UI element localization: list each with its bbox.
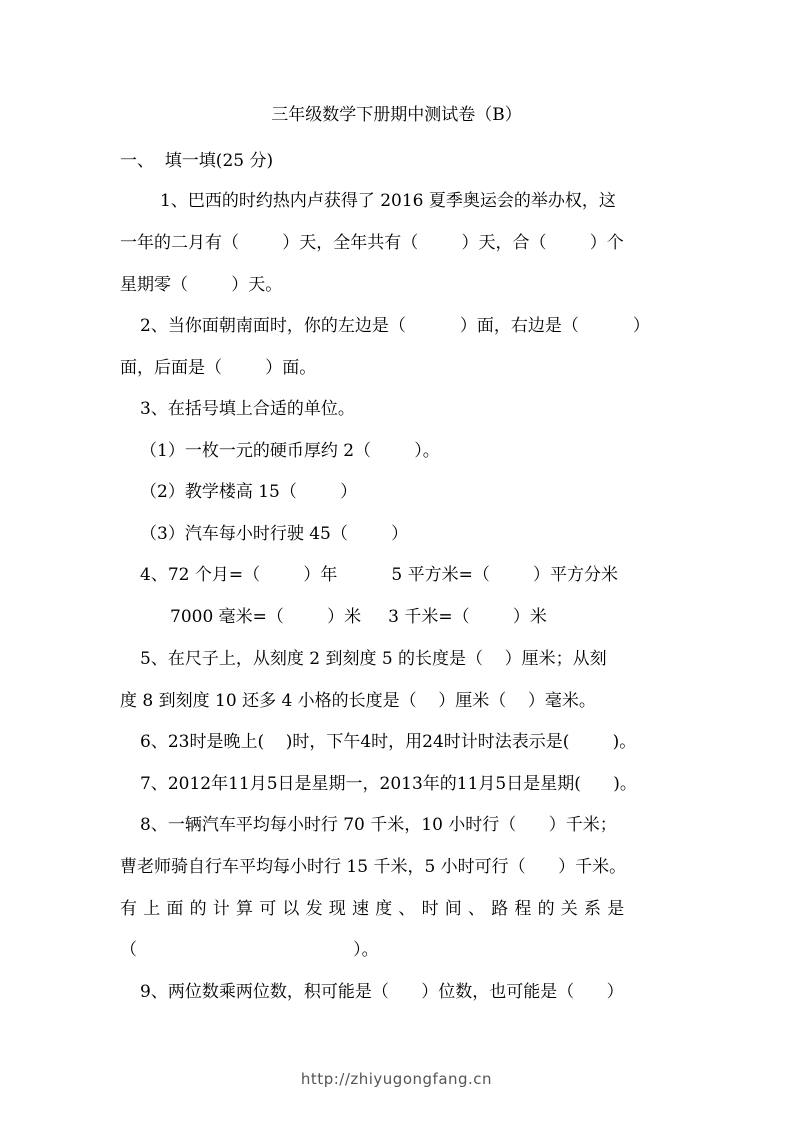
- question-3-heading: 3、在括号填上合适的单位。: [140, 399, 355, 419]
- question-8-line-1: 8、一辆汽车平均每小时行 70 千米，10 小时行（ ）千米；: [140, 815, 617, 835]
- question-1-line-2: 一年的二月有（ ）天，全年共有（ ）天，合（ ）个: [120, 233, 624, 253]
- question-5-line-1: 5、在尺子上，从刻度 2 到刻度 5 的长度是（ ）厘米；从刻: [140, 649, 607, 669]
- question-1-line-1: 1、巴西的时约热内卢获得了 2016 夏季奥运会的举办权，这: [160, 191, 616, 211]
- question-3-item-1: （1）一枚一元的硬币厚约 2（ ）。: [140, 441, 440, 461]
- question-5-line-2: 度 8 到刻度 10 还多 4 小格的长度是（ ）厘米（ ）毫米。: [120, 691, 596, 711]
- question-2-line-2: 面，后面是（ ）面。: [120, 358, 317, 378]
- question-8-line-3: 有上面的计算可以发现速度、时间、路程的关系是: [120, 899, 631, 919]
- question-3-item-3: （3）汽车每小时行驶 45（ ）: [140, 524, 409, 544]
- question-1-line-3: 星期零（ ）天。: [120, 275, 283, 295]
- question-6: 6、23时是晚上( )时，下午4时，用24时计时法表示是( )。: [140, 732, 637, 752]
- question-9: 9、两位数乘两位数，积可能是（ ）位数，也可能是（ ）: [140, 982, 624, 1002]
- question-8-answer-blank: （ ）。: [120, 940, 379, 960]
- question-3-item-2: （2）教学楼高 15（ ）: [140, 482, 358, 502]
- footer-url: http://zhiyugongfang.cn: [300, 1070, 493, 1088]
- page-title: 三年级数学下册期中测试卷（B）: [271, 105, 522, 125]
- question-2-line-1: 2、当你面朝南面时，你的左边是（ ）面，右边是（ ）: [140, 316, 650, 336]
- question-4-line-2: 7000 毫米=（ ）米 3 千米=（ ）米: [170, 607, 547, 627]
- question-8-line-2: 曹老师骑自行车平均每小时行 15 千米，5 小时可行（ ）千米。: [120, 857, 627, 877]
- question-7: 7、2012年11月5日是星期一，2013年的11月5日是星期( )。: [140, 774, 637, 794]
- question-4-line-1: 4、72 个月=（ ）年 5 平方米=（ ）平方分米: [140, 565, 619, 585]
- section-heading: 一、 填一填(25 分): [120, 151, 274, 171]
